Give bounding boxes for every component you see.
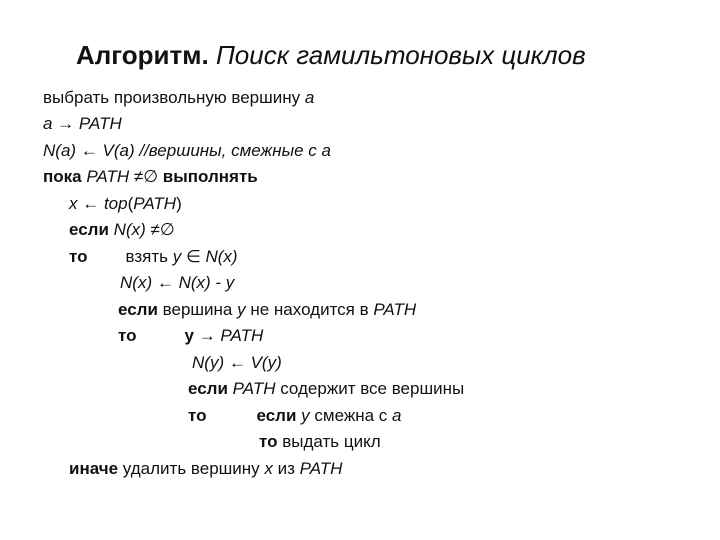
algorithm-line [118,326,263,346]
line-text: PATH [78,114,122,133]
line-text: x [69,194,78,213]
line-text: ≠∅ [145,220,175,239]
line-text: ) [176,194,182,213]
line-text: вершина [157,300,238,319]
line-text: смежна с [309,406,393,425]
algorithm-line [188,379,464,399]
arrow-right-icon: → [52,114,79,133]
line-text: выдать цикл [277,432,381,451]
line-text: если [118,300,158,319]
line-text: пока [43,167,82,186]
line-text: N(x) [205,247,238,266]
line-text: содержит все вершины [275,379,465,398]
line-text: N(a) [43,141,77,160]
line-text: V(a) [102,141,135,160]
line-text: a [43,114,53,133]
line-text: N(x) - y [178,273,235,292]
line-text: выбрать произвольную вершину [43,88,305,107]
line-text: a [321,141,331,160]
algorithm-line [69,459,342,479]
line-text: не находится в [245,300,374,319]
algorithm-line [43,114,122,134]
line-text: выполнять [162,167,258,186]
line-text: ≠∅ [129,167,163,186]
line-text: N(x) [120,273,153,292]
line-text: y [172,247,182,266]
line-text: иначе [69,459,119,478]
line-text: взять [125,247,173,266]
line-text: PATH [133,194,177,213]
line-text: V(y) [250,353,282,372]
algorithm-line [69,247,238,267]
arrow-left-icon: ← [224,353,251,372]
algorithm-line [69,194,182,214]
algorithm-line [43,167,258,187]
line-text: если [188,379,228,398]
line-text: a [392,406,402,425]
line-text: то [188,406,207,425]
arrow-left-icon: ← [152,273,179,292]
algorithm-line [188,406,401,426]
line-text: удалить вершину [118,459,265,478]
line-text: из [272,459,300,478]
line-text: PATH [232,379,276,398]
line-text: top [103,194,128,213]
line-text: //вершины, смежные с [134,141,322,160]
arrow-left-icon: ← [77,194,104,213]
line-text: N(x) [113,220,146,239]
algorithm-line [192,353,282,373]
line-text: y [237,300,246,319]
line-text: ( [127,194,134,213]
line-text: x [264,459,273,478]
algorithm-line [43,141,331,161]
line-text: если [69,220,109,239]
slide-title [76,40,586,71]
algorithm-line [259,432,381,452]
line-text: то [259,432,278,451]
title-italic: Поиск гамильтоновых циклов [215,40,586,70]
line-text: то [118,326,137,345]
title-bold: Алгоритм. [76,40,209,70]
line-text: y [301,406,310,425]
algorithm-line [118,300,416,320]
line-text: PATH [373,300,417,319]
line-text: a [304,88,315,107]
line-text: ∈ [181,247,206,266]
algorithm-line [69,220,175,240]
line-text: PATH [86,167,130,186]
arrow-left-icon: ← [76,141,103,160]
arrow-right-icon: → [193,326,221,345]
line-text: то [69,247,88,266]
line-text: PATH [299,459,343,478]
line-text: PATH [220,326,264,345]
algorithm-line [120,273,234,293]
algorithm-line [43,88,314,108]
line-text: N(y) [192,353,225,372]
line-text: y [184,326,194,345]
line-text: если [256,406,297,425]
